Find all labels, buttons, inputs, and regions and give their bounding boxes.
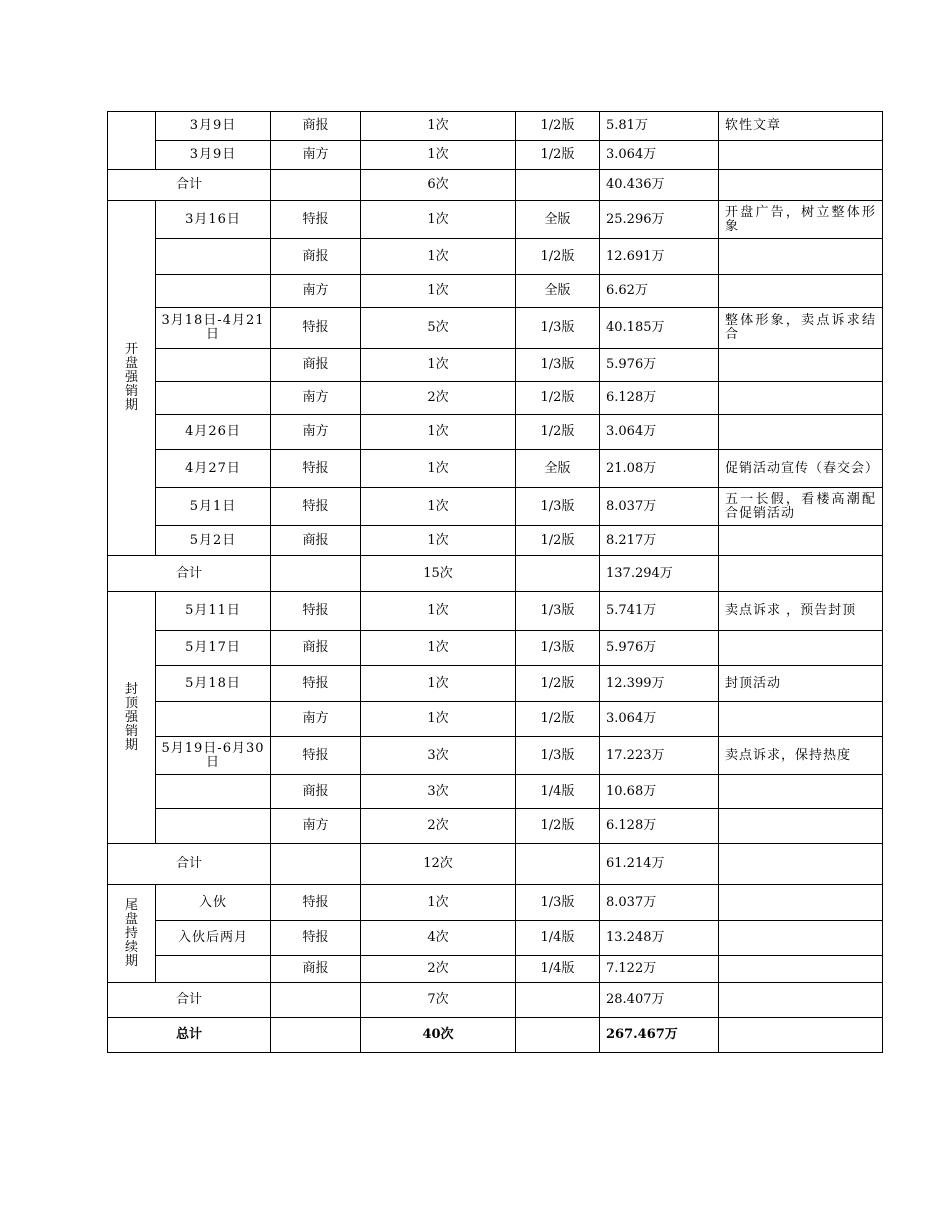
size-cell: 全版 — [516, 201, 600, 239]
date-cell: 5月19日-6月30日 — [156, 737, 271, 775]
size-cell: 全版 — [516, 275, 600, 308]
cost-cell: 8.217万 — [600, 526, 719, 556]
times-cell: 1次 — [361, 885, 516, 921]
subtotal-times: 15次 — [361, 556, 516, 592]
table-row — [108, 450, 883, 488]
media-cell: 商报 — [271, 349, 361, 382]
media-cell: 特报 — [271, 592, 361, 631]
media-cell: 特报 — [271, 450, 361, 488]
media-cell: 南方 — [271, 141, 361, 170]
media-cell: 南方 — [271, 809, 361, 844]
note-cell — [719, 141, 883, 170]
subtotal-times: 12次 — [361, 844, 516, 885]
date-cell: 3月9日 — [156, 141, 271, 170]
date-cell: 5月11日 — [156, 592, 271, 631]
note-cell — [719, 349, 883, 382]
size-cell: 1/2版 — [516, 415, 600, 450]
times-cell: 1次 — [361, 239, 516, 275]
date-cell: 5月2日 — [156, 526, 271, 556]
media-cell: 特报 — [271, 921, 361, 956]
cost-cell: 40.185万 — [600, 308, 719, 349]
date-cell: 4月27日 — [156, 450, 271, 488]
table-row — [108, 141, 883, 170]
media-cell: 特报 — [271, 737, 361, 775]
times-cell: 1次 — [361, 275, 516, 308]
subtotal-cost: 61.214万 — [600, 844, 719, 885]
phase-name: 封 顶 强 销 期 — [124, 681, 138, 753]
note-cell: 促销活动宣传（春交会） — [719, 450, 883, 488]
media-cell: 商报 — [271, 526, 361, 556]
date-cell — [156, 809, 271, 844]
date-cell: 3月18日-4月21日 — [156, 308, 271, 349]
table-row — [108, 956, 883, 983]
note-cell — [719, 956, 883, 983]
size-cell: 1/3版 — [516, 592, 600, 631]
size-cell: 1/2版 — [516, 666, 600, 702]
media-cell: 商报 — [271, 775, 361, 809]
media-cell: 特报 — [271, 885, 361, 921]
cost-cell: 5.741万 — [600, 592, 719, 631]
subtotal-row — [108, 844, 883, 885]
subtotal-label: 合计 — [108, 170, 271, 201]
subtotal-row — [108, 170, 883, 201]
cost-cell: 10.68万 — [600, 775, 719, 809]
phase-name: 尾 盘 持 续 期 — [124, 897, 138, 969]
phase-name-cell — [108, 592, 156, 844]
size-cell: 1/3版 — [516, 349, 600, 382]
cost-cell: 6.128万 — [600, 809, 719, 844]
note-cell: 卖点诉求 ，预告封顶 — [719, 592, 883, 631]
cost-cell: 12.691万 — [600, 239, 719, 275]
cost-cell: 13.248万 — [600, 921, 719, 956]
times-cell: 1次 — [361, 141, 516, 170]
times-cell: 4次 — [361, 921, 516, 956]
note-cell: 卖点诉求，保持热度 — [719, 737, 883, 775]
note-cell — [719, 526, 883, 556]
cost-cell: 3.064万 — [600, 702, 719, 737]
size-cell: 1/3版 — [516, 488, 600, 526]
times-cell: 2次 — [361, 809, 516, 844]
size-cell: 1/3版 — [516, 308, 600, 349]
table-row — [108, 201, 883, 239]
note-cell — [719, 382, 883, 415]
table-row — [108, 488, 883, 526]
date-cell — [156, 956, 271, 983]
times-cell: 1次 — [361, 450, 516, 488]
subtotal-row — [108, 983, 883, 1018]
cost-cell: 7.122万 — [600, 956, 719, 983]
date-cell — [156, 239, 271, 275]
date-cell — [156, 349, 271, 382]
times-cell: 1次 — [361, 631, 516, 666]
size-cell: 1/2版 — [516, 702, 600, 737]
media-cell: 特报 — [271, 666, 361, 702]
table-row — [108, 702, 883, 737]
note-cell — [719, 239, 883, 275]
size-cell: 1/4版 — [516, 775, 600, 809]
size-cell: 1/2版 — [516, 112, 600, 141]
date-cell: 4月26日 — [156, 415, 271, 450]
table-row — [108, 415, 883, 450]
table-row — [108, 775, 883, 809]
grand-total-row — [108, 1018, 883, 1053]
table-row — [108, 349, 883, 382]
date-cell: 5月17日 — [156, 631, 271, 666]
subtotal-label: 合计 — [108, 556, 271, 592]
size-cell: 1/4版 — [516, 921, 600, 956]
size-cell: 1/2版 — [516, 239, 600, 275]
cost-cell: 21.08万 — [600, 450, 719, 488]
date-cell — [156, 382, 271, 415]
cost-cell: 25.296万 — [600, 201, 719, 239]
note-cell: 软性文章 — [719, 112, 883, 141]
table-row — [108, 809, 883, 844]
date-cell: 5月1日 — [156, 488, 271, 526]
cost-cell: 3.064万 — [600, 141, 719, 170]
times-cell: 1次 — [361, 526, 516, 556]
size-cell: 1/4版 — [516, 956, 600, 983]
media-cell: 南方 — [271, 275, 361, 308]
cost-cell: 5.976万 — [600, 631, 719, 666]
note-cell — [719, 702, 883, 737]
size-cell: 1/2版 — [516, 382, 600, 415]
phase-name: 开 盘 强 销 期 — [124, 342, 138, 413]
note-cell — [719, 415, 883, 450]
subtotal-cost: 40.436万 — [600, 170, 719, 201]
date-cell — [156, 702, 271, 737]
table-row — [108, 112, 883, 141]
note-cell: 五一长假，看楼高潮配合促销活动 — [719, 488, 883, 526]
times-cell: 1次 — [361, 592, 516, 631]
note-cell: 封顶活动 — [719, 666, 883, 702]
table-row — [108, 239, 883, 275]
table-row — [108, 885, 883, 921]
media-cell: 南方 — [271, 415, 361, 450]
size-cell: 1/3版 — [516, 885, 600, 921]
date-cell — [156, 775, 271, 809]
times-cell: 1次 — [361, 415, 516, 450]
table-row — [108, 921, 883, 956]
grand-total-label: 总计 — [108, 1018, 271, 1053]
cost-cell: 8.037万 — [600, 488, 719, 526]
subtotal-cost: 137.294万 — [600, 556, 719, 592]
media-cell: 南方 — [271, 382, 361, 415]
size-cell: 1/2版 — [516, 141, 600, 170]
table-row — [108, 592, 883, 631]
size-cell: 1/3版 — [516, 631, 600, 666]
date-cell — [156, 275, 271, 308]
media-cell: 特报 — [271, 488, 361, 526]
subtotal-label: 合计 — [108, 983, 271, 1018]
times-cell: 1次 — [361, 488, 516, 526]
subtotal-times: 6次 — [361, 170, 516, 201]
cost-cell: 17.223万 — [600, 737, 719, 775]
cost-cell: 12.399万 — [600, 666, 719, 702]
phase-name-cell — [108, 885, 156, 983]
subtotal-label: 合计 — [108, 844, 271, 885]
grand-total-cost: 267.467万 — [600, 1018, 719, 1053]
subtotal-times: 7次 — [361, 983, 516, 1018]
size-cell: 1/2版 — [516, 526, 600, 556]
cost-cell: 3.064万 — [600, 415, 719, 450]
times-cell: 1次 — [361, 702, 516, 737]
media-cell: 特报 — [271, 308, 361, 349]
table-row — [108, 275, 883, 308]
media-cell: 商报 — [271, 631, 361, 666]
times-cell: 1次 — [361, 349, 516, 382]
date-cell: 5月18日 — [156, 666, 271, 702]
media-cell: 特报 — [271, 201, 361, 239]
cost-cell: 6.128万 — [600, 382, 719, 415]
cost-cell: 5.976万 — [600, 349, 719, 382]
note-cell — [719, 885, 883, 921]
times-cell: 2次 — [361, 382, 516, 415]
note-cell — [719, 775, 883, 809]
times-cell: 1次 — [361, 201, 516, 239]
times-cell: 5次 — [361, 308, 516, 349]
size-cell: 1/2版 — [516, 809, 600, 844]
times-cell: 1次 — [361, 112, 516, 141]
date-cell: 入伙 — [156, 885, 271, 921]
times-cell: 3次 — [361, 737, 516, 775]
table-row — [108, 382, 883, 415]
subtotal-cost: 28.407万 — [600, 983, 719, 1018]
note-cell — [719, 631, 883, 666]
table-row — [108, 526, 883, 556]
note-cell: 开盘广告，树立整体形象 — [719, 201, 883, 239]
cost-cell: 8.037万 — [600, 885, 719, 921]
times-cell: 2次 — [361, 956, 516, 983]
table-row — [108, 308, 883, 349]
media-cell: 商报 — [271, 112, 361, 141]
times-cell: 3次 — [361, 775, 516, 809]
times-cell: 1次 — [361, 666, 516, 702]
cost-cell: 5.81万 — [600, 112, 719, 141]
note-cell: 整体形象，卖点诉求结合 — [719, 308, 883, 349]
note-cell — [719, 275, 883, 308]
size-cell: 全版 — [516, 450, 600, 488]
media-cell: 商报 — [271, 239, 361, 275]
date-cell: 3月16日 — [156, 201, 271, 239]
media-cell: 南方 — [271, 702, 361, 737]
subtotal-row — [108, 556, 883, 592]
table-row — [108, 631, 883, 666]
grand-total-times: 40次 — [361, 1018, 516, 1053]
phase-cell-continued — [108, 112, 156, 170]
date-cell: 3月9日 — [156, 112, 271, 141]
note-cell — [719, 921, 883, 956]
phase-name-cell — [108, 201, 156, 556]
table-row — [108, 737, 883, 775]
table-row — [108, 666, 883, 702]
note-cell — [719, 809, 883, 844]
media-cell: 商报 — [271, 956, 361, 983]
cost-cell: 6.62万 — [600, 275, 719, 308]
media-schedule-table — [107, 111, 883, 1053]
date-cell: 入伙后两月 — [156, 921, 271, 956]
size-cell: 1/3版 — [516, 737, 600, 775]
